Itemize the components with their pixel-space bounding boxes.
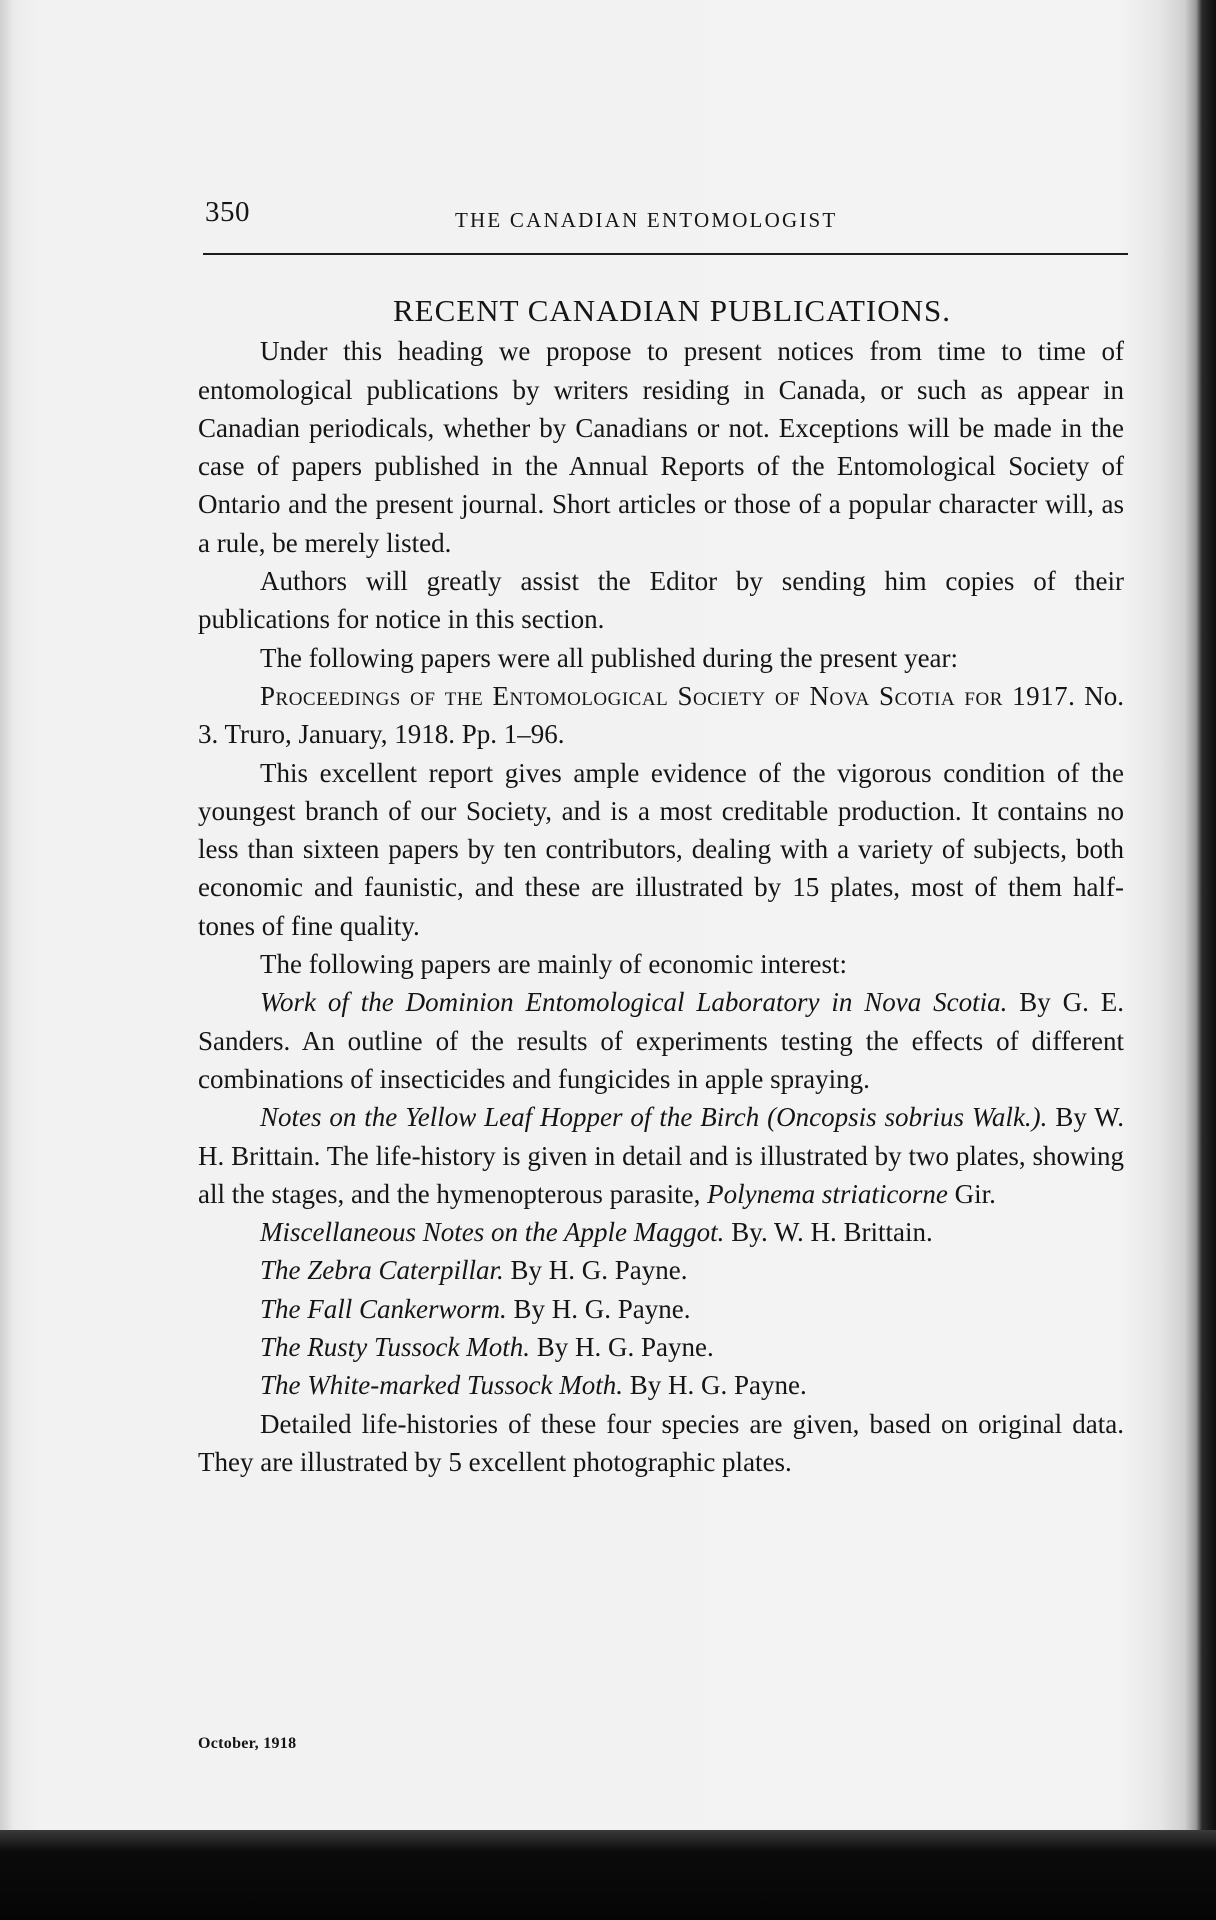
entry-title: The White-marked Tussock Moth. (260, 1370, 623, 1401)
economic-intro: The following papers are mainly of economic interest: (260, 949, 848, 980)
entry-author: By H. G. Payne. (513, 1293, 691, 1324)
proceedings-citation (198, 677, 1124, 754)
intro-paragraph: Under this heading we propose to present notices from time to time of entomological publications by writers residing in Canada, or such as appear in Canadian periodicals, whether by Canadians or not. Exceptions will be made in the case of papers published in the Annual Reports of the Entomological Society of Ontario and the present journal. Short articles or those of a popular character will, as a rule, be merely listed. (198, 336, 1124, 558)
section-title: RECENT CANADIAN PUBLICATIONS. (392, 293, 952, 328)
entry-title: The Rusty Tussock Moth. (260, 1332, 530, 1363)
entry-title: The Fall Cankerworm. (260, 1293, 507, 1324)
proceedings-details: No. 3. Truro, January, 1918. Pp. 1–96. (198, 680, 1124, 750)
entry-title: Work of the Dominion Entomological Laboratory in Nova Scotia. (260, 987, 1008, 1018)
intro-paragraph: The following papers were all published during the present year: (260, 642, 959, 673)
running-head: THE CANADIAN ENTOMOLOGIST (455, 208, 838, 232)
parasite-name: Polynema striaticorne (707, 1178, 948, 1209)
proceedings-title: Proceedings of the Entomological Society of Nova Scotia for 1917. (260, 680, 1076, 711)
entry-brittain-leafhopper (198, 1098, 1124, 1213)
proceedings-review: This excellent report gives ample evidence of the vigorous condition of the youngest branch of our Society, and is a most creditable production. It contains no less than sixteen papers by ten contributors, dealing with a variety of subjects, both economic and faunistic, and these are illustrated by 15 plates, most of them half-tones of fine quality. (198, 757, 1124, 941)
entry-author: By H. G. Payne. (536, 1332, 714, 1363)
entry-note: An outline of the results of experiments testing the effects of different combinations of insecticides and fungicides in apple spraying. (198, 1025, 1124, 1094)
article-body (198, 292, 1124, 1481)
entry-title: The Zebra Caterpillar. (260, 1255, 504, 1286)
entry-author: By H. G. Payne. (510, 1255, 688, 1286)
closing-paragraph: Detailed life-histories of these four species are given, based on original data. They are illustrated by 5 excellent photographic plates. (198, 1408, 1124, 1477)
title-list (198, 1213, 1124, 1404)
entry-author: By W. H. Brittain. (198, 1102, 1125, 1171)
entry-note: The life-history is given in detail and is illustrated by two plates, showing all the stages, and the hymenopterous parasite, (198, 1140, 1124, 1209)
intro-paragraph: Authors will greatly assist the Editor by sending him copies of their publications for notice in this section. (198, 566, 1124, 635)
page-number: 350 (205, 196, 250, 228)
entry-sanders (198, 983, 1124, 1098)
parasite-author: Gir. (954, 1178, 996, 1209)
entry-author: By. W. H. Brittain. (731, 1217, 933, 1248)
list-item (260, 1290, 1124, 1328)
list-item (260, 1328, 1124, 1366)
footer-date: October, 1918 (198, 1735, 297, 1752)
list-item (260, 1251, 1124, 1289)
scan-border (0, 1830, 1216, 1920)
entry-author: By H. G. Payne. (629, 1370, 807, 1401)
list-item (260, 1366, 1124, 1404)
entry-title: Notes on the Yellow Leaf Hopper of the Birch (Oncopsis sobrius Walk.). (260, 1102, 1048, 1133)
entry-author: By G. E. Sanders. (198, 987, 1125, 1056)
header-rule (203, 253, 1128, 255)
list-item (260, 1213, 1124, 1251)
entry-title: Miscellaneous Notes on the Apple Maggot. (260, 1217, 725, 1248)
